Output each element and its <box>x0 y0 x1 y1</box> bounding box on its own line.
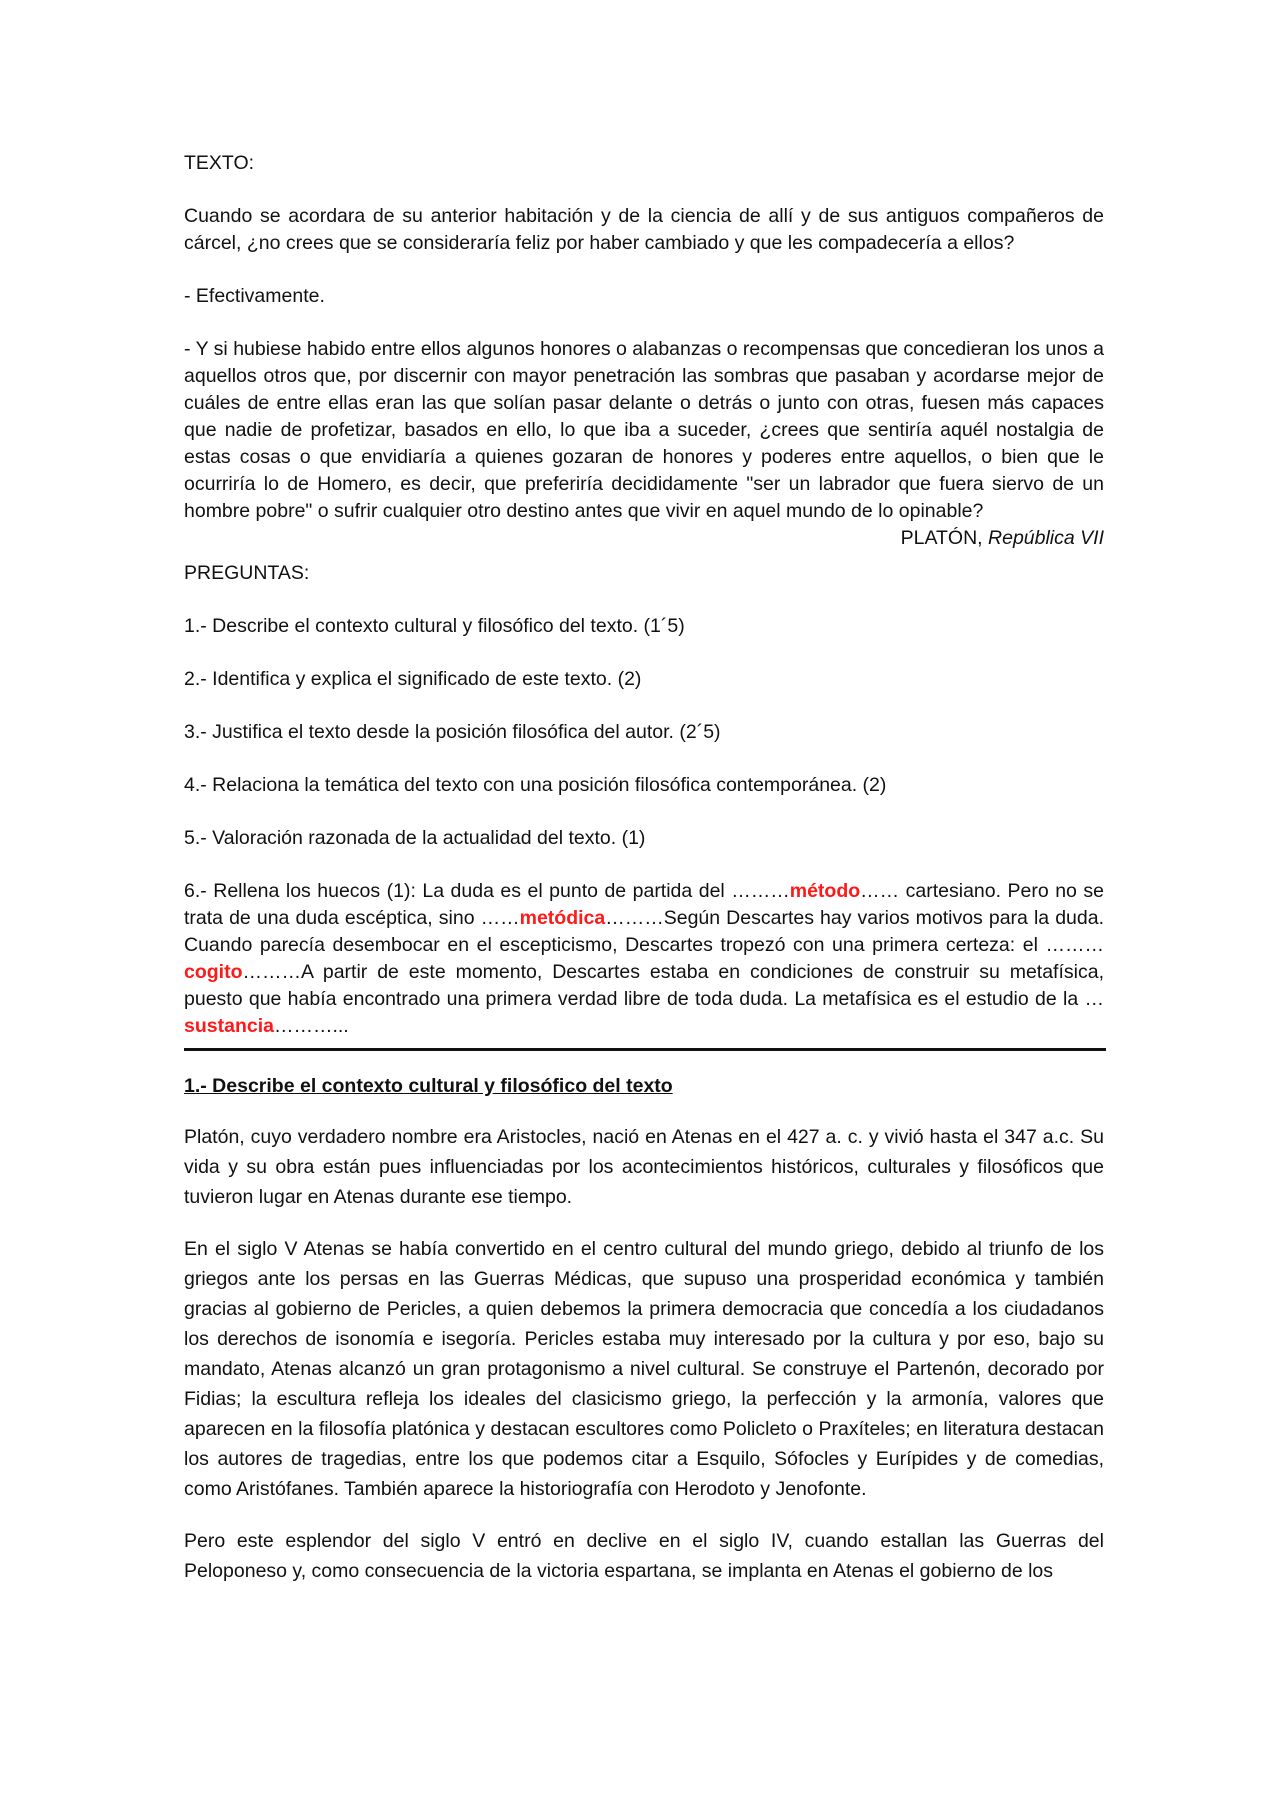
section-1-heading: 1.- Describe el contexto cultural y filosófico del texto <box>184 1075 673 1097</box>
section-1-paragraph-1: Platón, cuyo verdadero nombre era Aristocles, nació en Atenas en el 427 a. c. y vivió hasta el 347 a.c. Su vida y su obra están pues influenciadas por los acontecimientos históricos, culturales y filosóficos que tuvieron lugar en Atenas durante ese tiempo. <box>184 1126 1104 1208</box>
section-divider <box>184 1048 1106 1051</box>
passage-paragraph-1: Cuando se acordara de su anterior habitación y de la ciencia de allí y de sus antiguos compañeros de cárcel, ¿no crees que se consideraría feliz por haber cambiado y que les compadecería a ellos? <box>184 205 1104 254</box>
question-4: 4.- Relaciona la temática del texto con una posición filosófica contemporánea. (2) <box>184 774 887 796</box>
question-5: 5.- Valoración razonada de la actualidad del texto. (1) <box>184 827 646 849</box>
document-page <box>184 150 1104 1608</box>
passage-attribution <box>184 525 1104 552</box>
fill-answer-1: método <box>789 880 861 902</box>
fill-segment-4: ………A partir de este momento, Descartes estaba en condiciones de construir su metafísica, puesto que había encontrado una primera verdad libre de toda duda. La metafísica es el estudio de la … <box>184 961 1104 1010</box>
fill-segment-1: 6.- Rellena los huecos (1): La duda es el punto de partida del ……… <box>184 880 790 902</box>
attribution-work: República VII <box>988 527 1104 549</box>
fill-answer-3: cogito <box>184 961 243 983</box>
fill-answer-4: sustancia <box>184 1015 274 1037</box>
fill-segment-3: ………Según Descartes hay varios motivos para la duda. Cuando parecía desembocar en el escepticismo, Descartes tropezó con una primera certeza: el ……… <box>184 907 1105 956</box>
question-6-fill-blanks <box>184 878 1104 1040</box>
attribution-author: PLATÓN, <box>900 527 983 549</box>
fill-answer-2: metódica <box>519 907 606 929</box>
question-2: 2.- Identifica y explica el significado de este texto. (2) <box>184 668 642 690</box>
fill-segment-5: ………... <box>273 1015 349 1037</box>
questions-label: PREGUNTAS: <box>184 562 310 584</box>
section-1-paragraph-2: En el siglo V Atenas se había convertido en el centro cultural del mundo griego, debido al triunfo de los griegos ante los persas en las Guerras Médicas, que supuso una prosperidad económica y también gracias al gobierno de Pericles, a quien debemos la primera democracia que concedía a los ciudadanos los derechos de isonomía e isegoría. Pericles estaba muy interesado por la cultura y por eso, bajo su mandato, Atenas alcanzó un gran protagonismo a nivel cultural. Se construye el Partenón, decorado por Fidias; la escultura refleja los ideales del clasicismo griego, la perfección y la armonía, valores que aparecen en la filosofía platónica y destacan escultores como Policleto o Praxíteles; en literatura destacan los autores de tragedias, entre los que podemos citar a Esquilo, Sófocles y Eurípides y de comedias, como Aristófanes. También aparece la historiografía con Herodoto y Jenofonte. <box>184 1238 1104 1500</box>
question-3: 3.- Justifica el texto desde la posición filosófica del autor. (2´5) <box>184 721 721 743</box>
section-1-paragraph-3: Pero este esplendor del siglo V entró en declive en el siglo IV, cuando estallan las Guerras del Peloponeso y, como consecuencia de la victoria espartana, se implanta en Atenas el gobierno de los <box>184 1530 1104 1582</box>
text-label: TEXTO: <box>184 152 255 174</box>
passage-paragraph-2: - Efectivamente. <box>184 285 325 307</box>
question-1: 1.- Describe el contexto cultural y filosófico del texto. (1´5) <box>184 615 685 637</box>
fill-segment-2: …… cartesiano. Pero no se trata de una duda escéptica, sino …… <box>184 880 1104 929</box>
passage-paragraph-3: - Y si hubiese habido entre ellos algunos honores o alabanzas o recompensas que concedieran los unos a aquellos otros que, por discernir con mayor penetración las sombras que pasaban y acordarse mejor de cuáles de entre ellas eran las que solían pasar delante o detrás o junto con otras, fuesen más capaces que nadie de profetizar, basados en ello, lo que iba a suceder, ¿crees que sentiría aquél nostalgia de estas cosas o que envidiaría a quienes gozaran de honores y poderes entre aquellos, o bien que le ocurriría lo de Homero, es decir, que preferiría decididamente "ser un labrador que fuera siervo de un hombre pobre" o sufrir cualquier otro destino antes que vivir en aquel mundo de lo opinable? <box>184 338 1104 522</box>
